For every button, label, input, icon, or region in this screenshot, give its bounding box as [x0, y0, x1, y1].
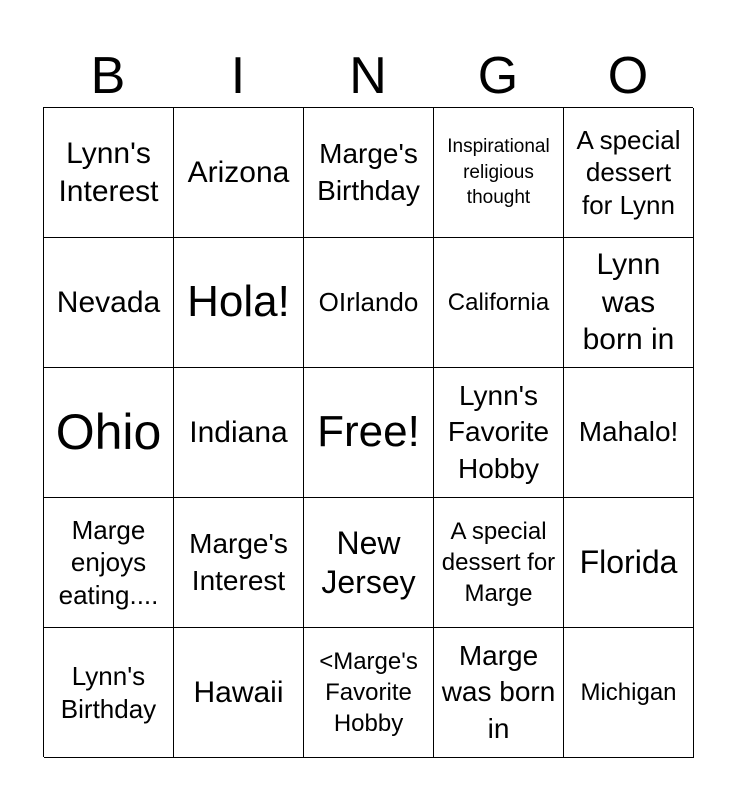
header-letter-b: B — [90, 47, 126, 105]
bingo-cell[interactable] — [434, 628, 564, 758]
cell-text: Ohio — [55, 403, 162, 460]
cell-text: Indiana — [189, 415, 288, 449]
cell-text: Lynn's Birthday — [60, 661, 157, 724]
cell-text: California — [447, 288, 550, 316]
cell-text: Lynn was born in — [582, 248, 675, 357]
header-letter-o: O — [607, 47, 649, 105]
bingo-cell[interactable] — [44, 498, 174, 628]
bingo-cell[interactable] — [434, 368, 564, 498]
bingo-cell[interactable] — [564, 368, 694, 498]
cell-text: Marge enjoys eating.... — [58, 514, 159, 610]
cell-text: A special dessert for Lynn — [576, 124, 681, 220]
bingo-cell[interactable] — [304, 628, 434, 758]
bingo-cell[interactable] — [174, 498, 304, 628]
bingo-cell[interactable] — [434, 108, 564, 238]
cell-text: Hawaii — [193, 675, 284, 709]
cell-text: Lynn's Interest — [58, 137, 159, 208]
cell-text: Florida — [579, 544, 678, 581]
cell-text: A special dessert for Marge — [441, 517, 556, 608]
bingo-cell[interactable] — [564, 498, 694, 628]
cell-text: Marge was born in — [441, 639, 556, 744]
bingo-cell[interactable] — [564, 628, 694, 758]
bingo-cell[interactable] — [304, 498, 434, 628]
cell-text: <Marge's Favorite Hobby — [319, 647, 418, 738]
bingo-cell[interactable] — [434, 238, 564, 368]
bingo-cell[interactable] — [434, 498, 564, 628]
cell-text: OIrlando — [318, 287, 419, 318]
bingo-cell[interactable] — [174, 238, 304, 368]
bingo-cell[interactable] — [174, 368, 304, 498]
cell-text: Mahalo! — [578, 416, 679, 448]
header-letter-i: I — [230, 47, 246, 105]
header-letter-n: N — [349, 47, 387, 105]
bingo-cell[interactable] — [564, 238, 694, 368]
bingo-cell[interactable] — [44, 238, 174, 368]
bingo-cell[interactable] — [564, 108, 694, 238]
bingo-cell[interactable] — [44, 628, 174, 758]
free-space-text: Free! — [317, 407, 420, 457]
bingo-header — [43, 48, 693, 104]
bingo-cell free-space[interactable] — [304, 368, 434, 498]
header-letter-g: G — [477, 47, 519, 105]
bingo-cell[interactable] — [174, 628, 304, 758]
cell-text: Marge's Birthday — [317, 138, 420, 206]
cell-text: Marge's Interest — [189, 528, 288, 596]
cell-text: Hola! — [187, 277, 290, 327]
cell-text: Arizona — [187, 155, 290, 189]
cell-text: Lynn's Favorite Hobby — [447, 379, 550, 484]
bingo-grid — [43, 107, 693, 757]
cell-text: Nevada — [56, 285, 161, 319]
cell-text: New Jersey — [321, 525, 416, 600]
cell-text: Inspirational religious thought — [447, 136, 550, 209]
bingo-cell[interactable] — [44, 368, 174, 498]
bingo-cell[interactable] — [44, 108, 174, 238]
cell-text: Michigan — [580, 678, 677, 706]
bingo-cell[interactable] — [304, 108, 434, 238]
bingo-cell[interactable] — [174, 108, 304, 238]
bingo-cell[interactable] — [304, 238, 434, 368]
